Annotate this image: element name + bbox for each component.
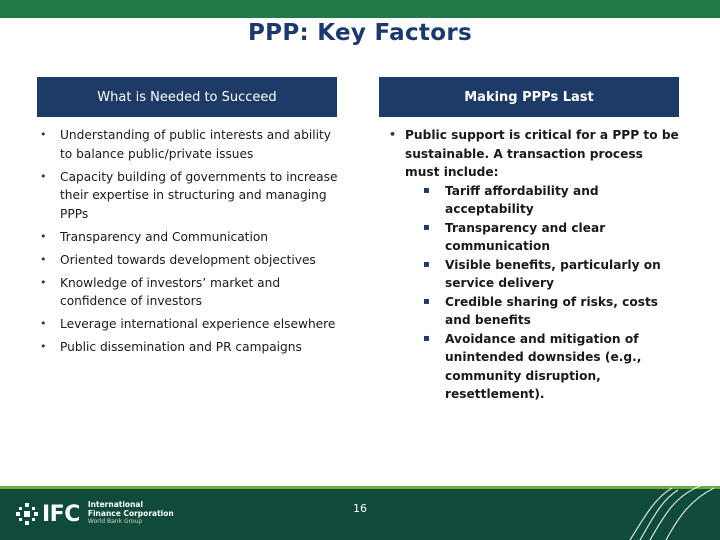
list-item: • Leverage international experience elsewhere <box>40 315 340 334</box>
logo-abbreviation: IFC <box>42 501 80 527</box>
slide-title: PPP: Key Factors <box>248 20 472 46</box>
ifc-globe-icon <box>14 501 40 527</box>
list-item: • Transparency and Communication <box>40 228 340 247</box>
list-item: ▪ Avoidance and mitigation of unintended downsides (e.g., community disruption, resettlement). <box>389 330 679 404</box>
decorative-swoosh <box>610 486 720 540</box>
right-column-header: Making PPPs Last <box>379 77 679 117</box>
left-column-header: What is Needed to Succeed <box>37 77 337 117</box>
lasting-factors-list <box>389 182 679 404</box>
list-item: • Public dissemination and PR campaigns <box>40 338 340 357</box>
top-accent-bar <box>0 0 720 18</box>
right-intro-bullet: • Public support is critical for a PPP to be sustainable. A transaction process must include: <box>389 126 679 182</box>
list-item: • Knowledge of investors’ market and confidence of investors <box>40 274 340 311</box>
left-column <box>40 126 340 361</box>
list-item: ▪ Credible sharing of risks, costs and benefits <box>389 293 679 330</box>
logo-line-2: Finance Corporation <box>87 508 174 518</box>
success-factors-list <box>40 126 340 357</box>
list-item: • Understanding of public interests and ability to balance public/private issues <box>40 126 340 163</box>
ifc-logo <box>14 499 174 529</box>
list-item: • Capacity building of governments to increase their expertise in structuring and managing PPPs <box>40 168 340 224</box>
footer-bar <box>0 486 720 540</box>
list-item: ▪ Transparency and clear communication <box>389 219 679 256</box>
right-column <box>389 126 679 404</box>
list-item: • Oriented towards development objectives <box>40 251 340 270</box>
page-number: 16 <box>353 502 367 515</box>
list-item: ▪ Tariff affordability and acceptability <box>389 182 679 219</box>
list-item: ▪ Visible benefits, particularly on service delivery <box>389 256 679 293</box>
logo-wordmark <box>88 501 174 527</box>
logo-line-1: International <box>87 500 144 510</box>
logo-line-3: World Bank Group <box>87 518 143 526</box>
